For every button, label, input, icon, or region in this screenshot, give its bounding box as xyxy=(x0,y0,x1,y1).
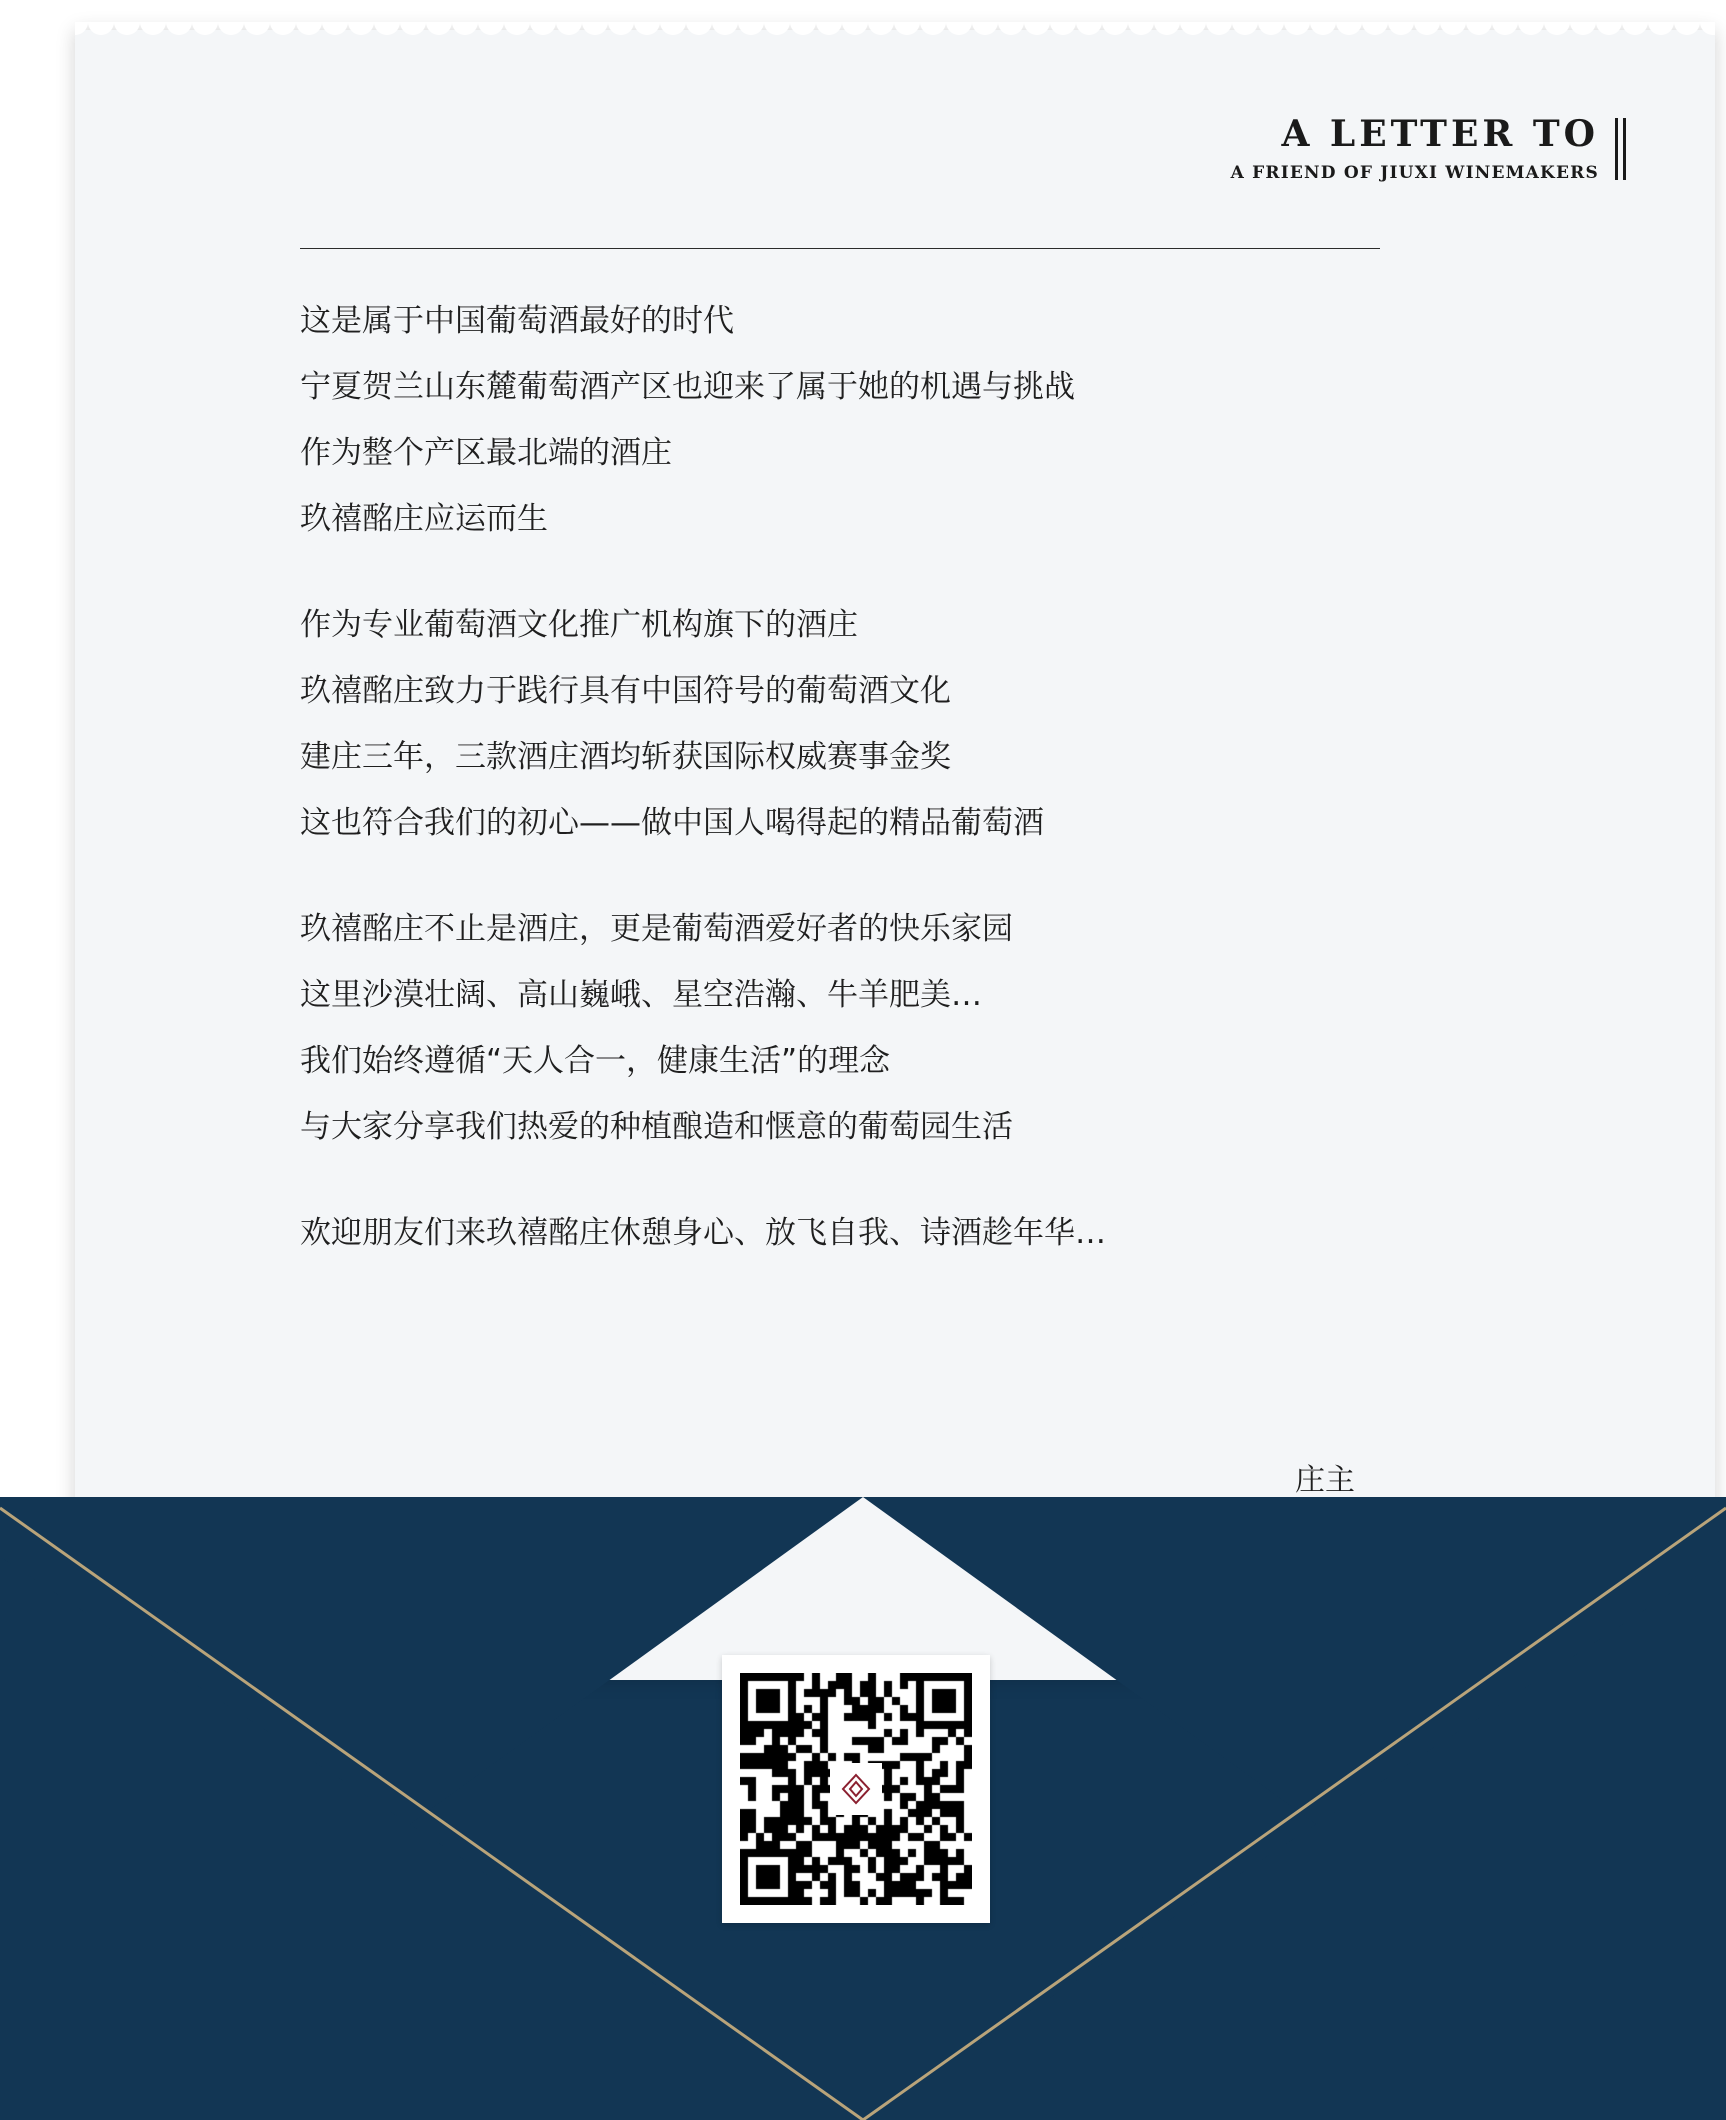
letter-line: 这是属于中国葡萄酒最好的时代 xyxy=(300,303,734,339)
signature-label: 庄主 xyxy=(1295,1463,1355,1498)
letter-header-row xyxy=(1231,115,1626,183)
letter-line: 建庄三年，三款酒庄酒均斩获国际权威赛事金奖 xyxy=(300,739,951,775)
letter-paragraph xyxy=(300,592,1420,856)
letter-line: 作为整个产区最北端的酒庄 xyxy=(300,435,672,471)
letter-body xyxy=(300,288,1420,1306)
letter-line: 这里沙漠壮阔、高山巍峨、星空浩瀚、牛羊肥美… xyxy=(300,977,982,1013)
letter-paragraph xyxy=(300,288,1420,552)
letter-line: 宁夏贺兰山东麓葡萄酒产区也迎来了属于她的机遇与挑战 xyxy=(300,369,1075,405)
letter-line: 作为专业葡萄酒文化推广机构旗下的酒庄 xyxy=(300,607,858,643)
letter-paragraph xyxy=(300,1200,1420,1266)
page-title: A LETTER TO xyxy=(1281,113,1599,155)
letter-paragraph xyxy=(300,896,1420,1160)
double-bar-icon xyxy=(1615,118,1626,180)
letter-line: 欢迎朋友们来玖禧酩庄休憩身心、放飞自我、诗酒趁年华… xyxy=(300,1215,1106,1251)
letter-line: 与大家分享我们热爱的种植酿造和惬意的葡萄园生活 xyxy=(300,1109,1013,1145)
letter-line: 我们始终遵循“天人合一，健康生活”的理念 xyxy=(300,1043,891,1079)
page-subtitle: A FRIEND OF JIUXI WINEMAKERS xyxy=(1230,162,1599,183)
scalloped-top-edge xyxy=(75,22,1715,48)
letter-line: 这也符合我们的初心——做中国人喝得起的精品葡萄酒 xyxy=(300,805,1044,841)
letter-line: 玖禧酩庄应运而生 xyxy=(300,501,548,537)
letter-line: 玖禧酩庄致力于践行具有中国符号的葡萄酒文化 xyxy=(300,673,951,709)
header-divider xyxy=(300,248,1380,249)
letter-line: 玖禧酩庄不止是酒庄，更是葡萄酒爱好者的快乐家园 xyxy=(300,911,1013,947)
letter-header xyxy=(1231,115,1626,183)
